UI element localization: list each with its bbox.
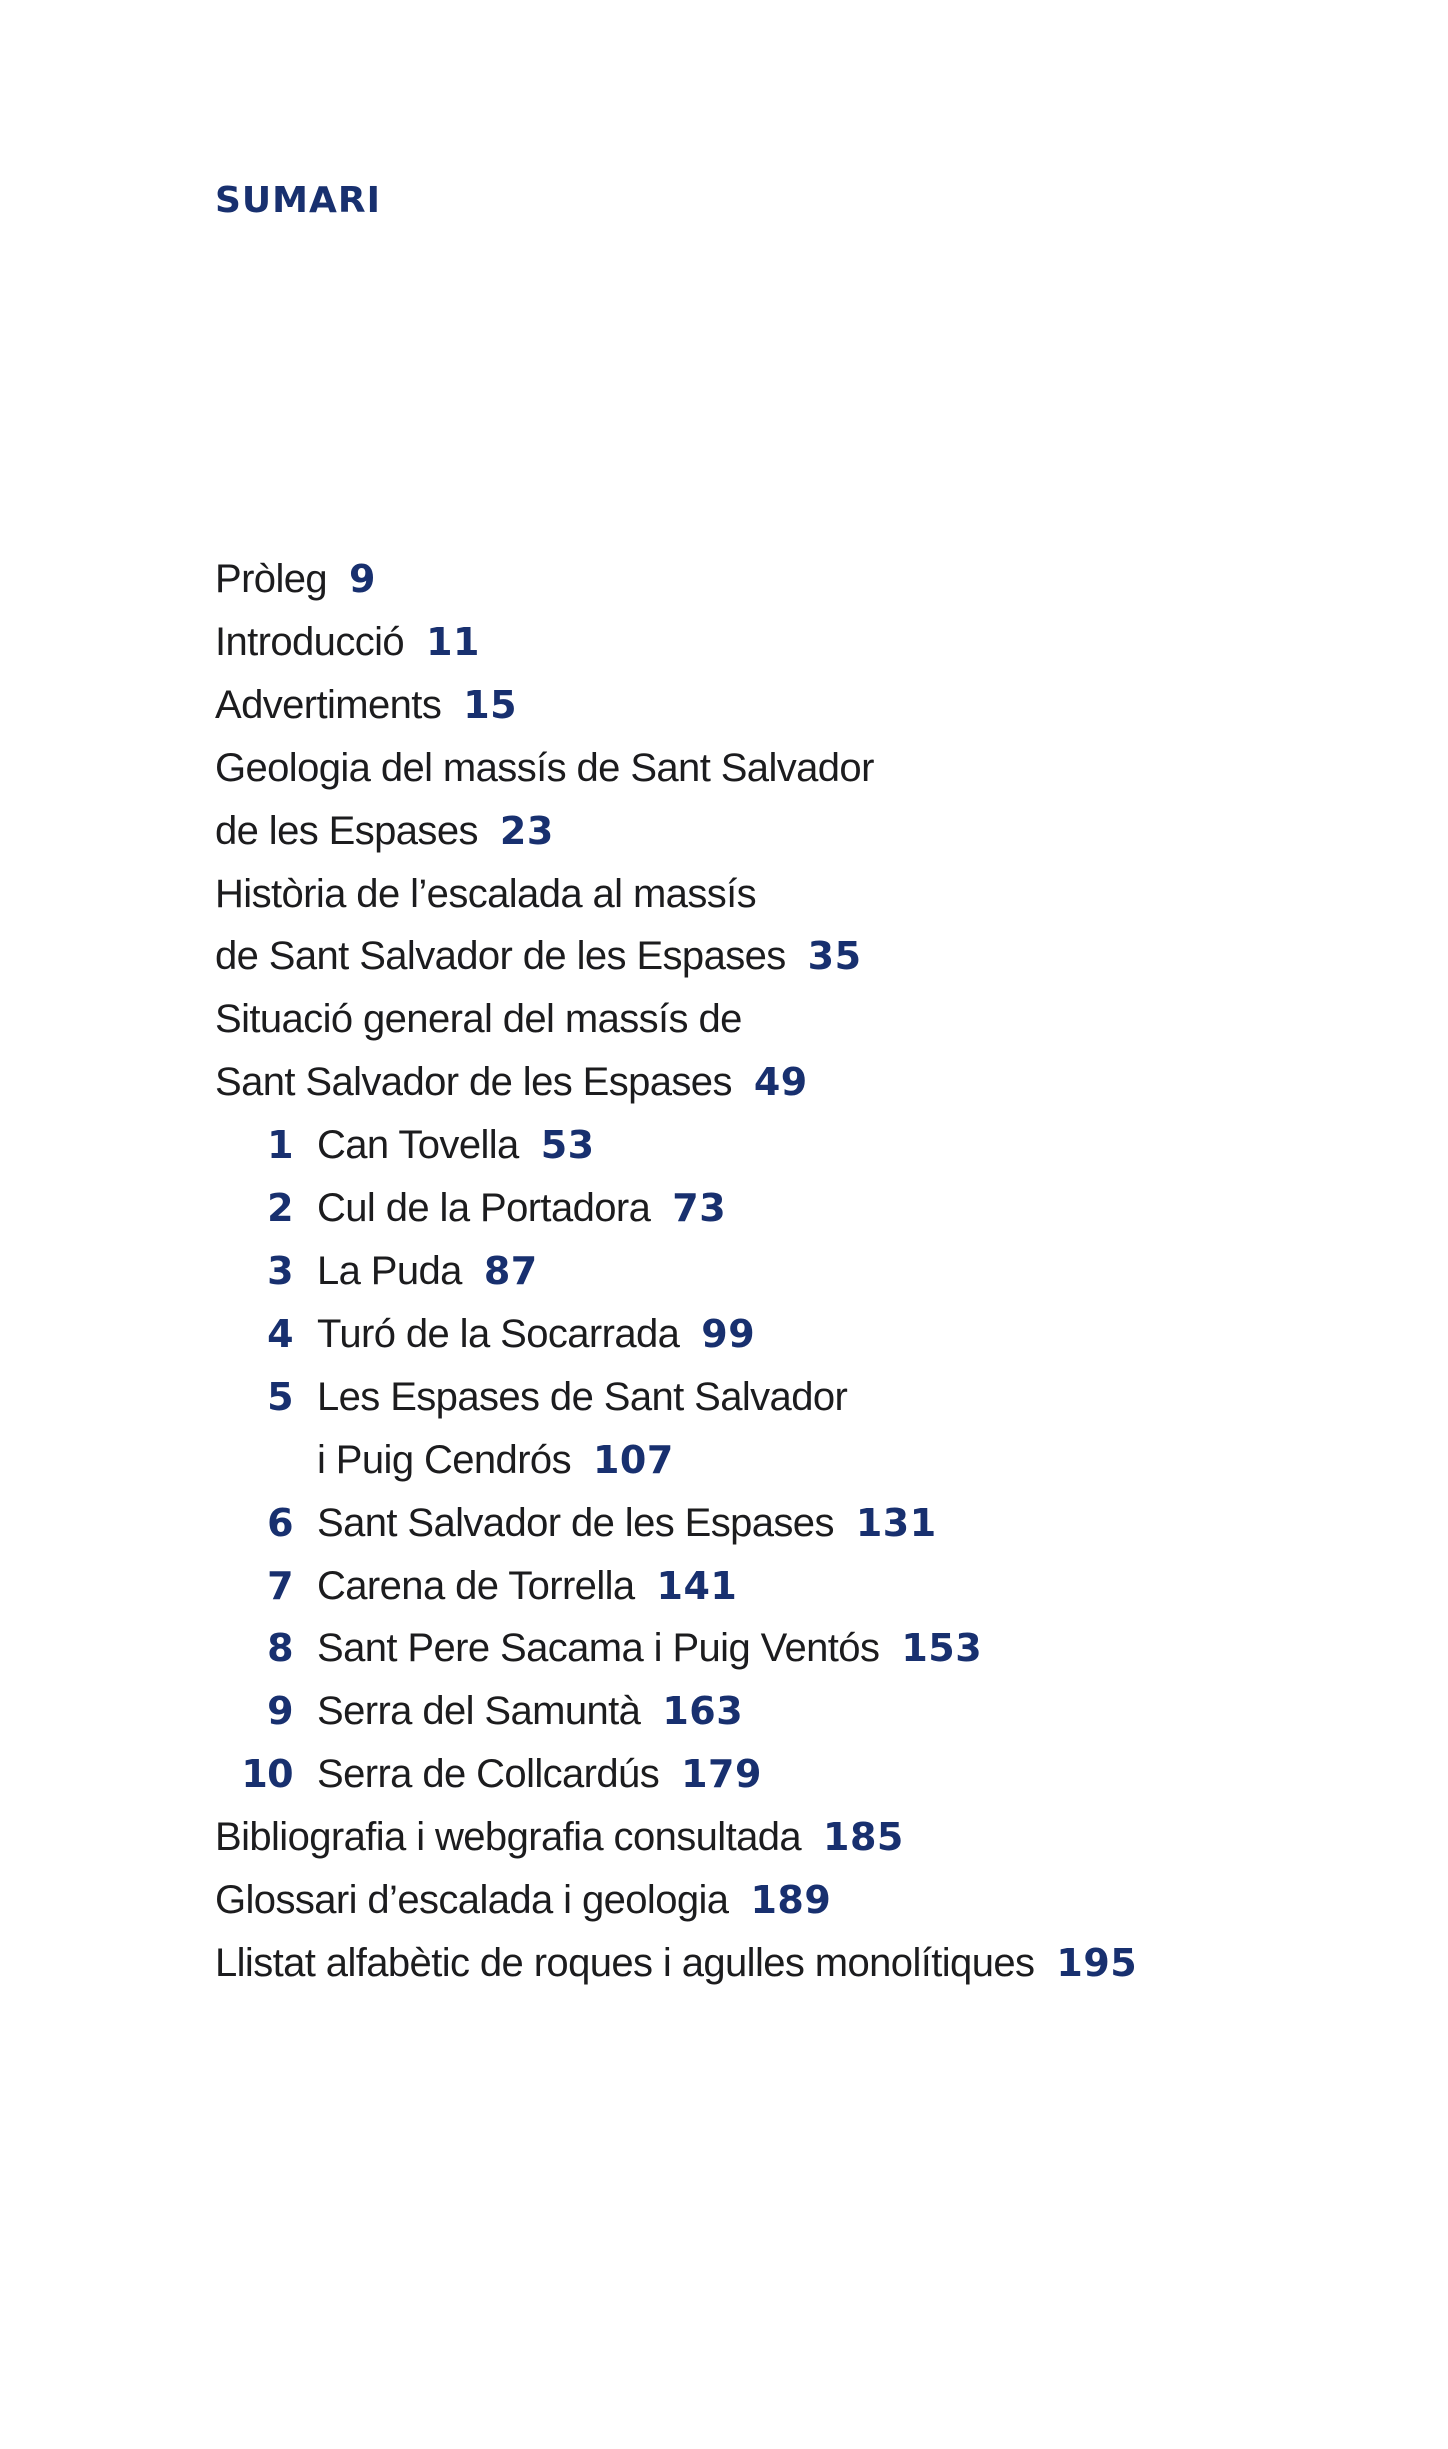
toc-page-number: 99: [701, 1311, 756, 1356]
toc-page-number: 15: [463, 682, 518, 727]
toc-chapter-7[interactable]: [215, 1555, 1315, 1618]
toc-entry-label: La Puda: [317, 1248, 462, 1293]
toc-entry-label: Glossari d’escalada i geologia: [215, 1878, 729, 1923]
toc-chapter-10[interactable]: [215, 1743, 1315, 1806]
toc-chapter-3[interactable]: [215, 1240, 1315, 1303]
toc-entry-label: Bibliografia i webgrafia consultada: [215, 1815, 802, 1860]
toc-entry-label: Advertiments: [215, 682, 442, 727]
toc-entry-label: Can Tovella: [317, 1123, 519, 1168]
toc-page-number: 35: [807, 934, 862, 979]
chapter-number: 3: [267, 1248, 293, 1293]
toc-page-number: 185: [823, 1815, 904, 1860]
toc-page-number: 49: [753, 1060, 808, 1105]
toc-entry-geologia[interactable]: [215, 737, 1315, 863]
toc-entry-label: Llistat alfabètic de roques i agulles monolítiques: [215, 1940, 1035, 1985]
toc-entry-label-line2: de Sant Salvador de les Espases: [215, 934, 786, 979]
toc-entry-glossari[interactable]: [215, 1869, 1315, 1932]
toc-page-number: 9: [349, 557, 376, 601]
chapter-number: 2: [267, 1186, 293, 1231]
toc-page-number: 73: [672, 1186, 727, 1231]
toc-page-number: 163: [662, 1689, 744, 1734]
toc-page-number: 179: [681, 1752, 762, 1797]
toc-entry-label-line1: Geologia del massís de Sant Salvador: [215, 745, 874, 790]
toc-entry-label: Serra de Collcardús: [317, 1752, 660, 1797]
toc-entry-label: Serra del Samuntà: [317, 1689, 641, 1734]
toc-page-number: 189: [750, 1878, 832, 1923]
toc-entry-bibliografia[interactable]: [215, 1806, 1315, 1869]
toc-entry-label: Carena de Torrella: [317, 1563, 635, 1608]
toc-page-number: 141: [656, 1563, 738, 1608]
toc-entry-label-line1: Història de l’escalada al massís: [215, 871, 757, 916]
table-of-contents: [215, 548, 1315, 1995]
toc-page-number: 131: [855, 1500, 937, 1545]
toc-entry-advertiments[interactable]: [215, 674, 1315, 737]
toc-page-number: 153: [901, 1626, 983, 1671]
chapter-number: 4: [267, 1311, 293, 1356]
toc-page-number: 87: [483, 1248, 538, 1293]
toc-entry-label: Introducció: [215, 619, 405, 664]
toc-chapter-6[interactable]: [215, 1492, 1315, 1555]
toc-page-number: 195: [1056, 1940, 1138, 1985]
toc-entry-label-line2: Sant Salvador de les Espases: [215, 1060, 732, 1105]
toc-page-number: 53: [540, 1123, 595, 1168]
chapter-number: 1: [267, 1123, 293, 1168]
toc-entry-label-line2: de les Espases: [215, 808, 478, 853]
chapter-number: 6: [267, 1500, 293, 1545]
toc-entry-historia[interactable]: [215, 863, 1315, 989]
toc-entry-label: Turó de la Socarrada: [317, 1311, 680, 1356]
toc-entry-label: Sant Pere Sacama i Puig Ventós: [317, 1626, 880, 1671]
toc-entry-label: Pròleg: [215, 557, 328, 601]
toc-entry-introduccio[interactable]: [215, 611, 1315, 674]
toc-chapter-5[interactable]: [215, 1366, 1315, 1492]
toc-page-number: 11: [426, 619, 480, 664]
toc-chapter-9[interactable]: [215, 1680, 1315, 1743]
toc-entry-label-line1: Les Espases de Sant Salvador: [317, 1374, 848, 1419]
toc-entry-label-line1: Situació general del massís de: [215, 997, 742, 1042]
toc-chapter-8[interactable]: [215, 1617, 1315, 1680]
toc-entry-situacio[interactable]: [215, 988, 1315, 1114]
chapter-number: 8: [267, 1626, 293, 1671]
toc-entry-label-line2: i Puig Cendrós: [317, 1437, 571, 1482]
chapter-number: 7: [267, 1563, 293, 1608]
chapter-number: 10: [241, 1752, 293, 1797]
toc-page-number: 107: [592, 1437, 674, 1482]
toc-page-number: 23: [499, 808, 554, 853]
page-title: SUMARI: [215, 180, 381, 221]
chapter-number: 9: [267, 1689, 293, 1734]
toc-entry-llistat[interactable]: [215, 1932, 1315, 1995]
toc-chapter-2[interactable]: [215, 1177, 1315, 1240]
toc-entry-label: Sant Salvador de les Espases: [317, 1500, 834, 1545]
toc-chapter-1[interactable]: [215, 1114, 1315, 1177]
chapter-number: 5: [267, 1374, 293, 1419]
toc-entry-label: Cul de la Portadora: [317, 1186, 651, 1231]
toc-chapter-4[interactable]: [215, 1303, 1315, 1366]
toc-entry-proleg[interactable]: [215, 548, 1315, 611]
